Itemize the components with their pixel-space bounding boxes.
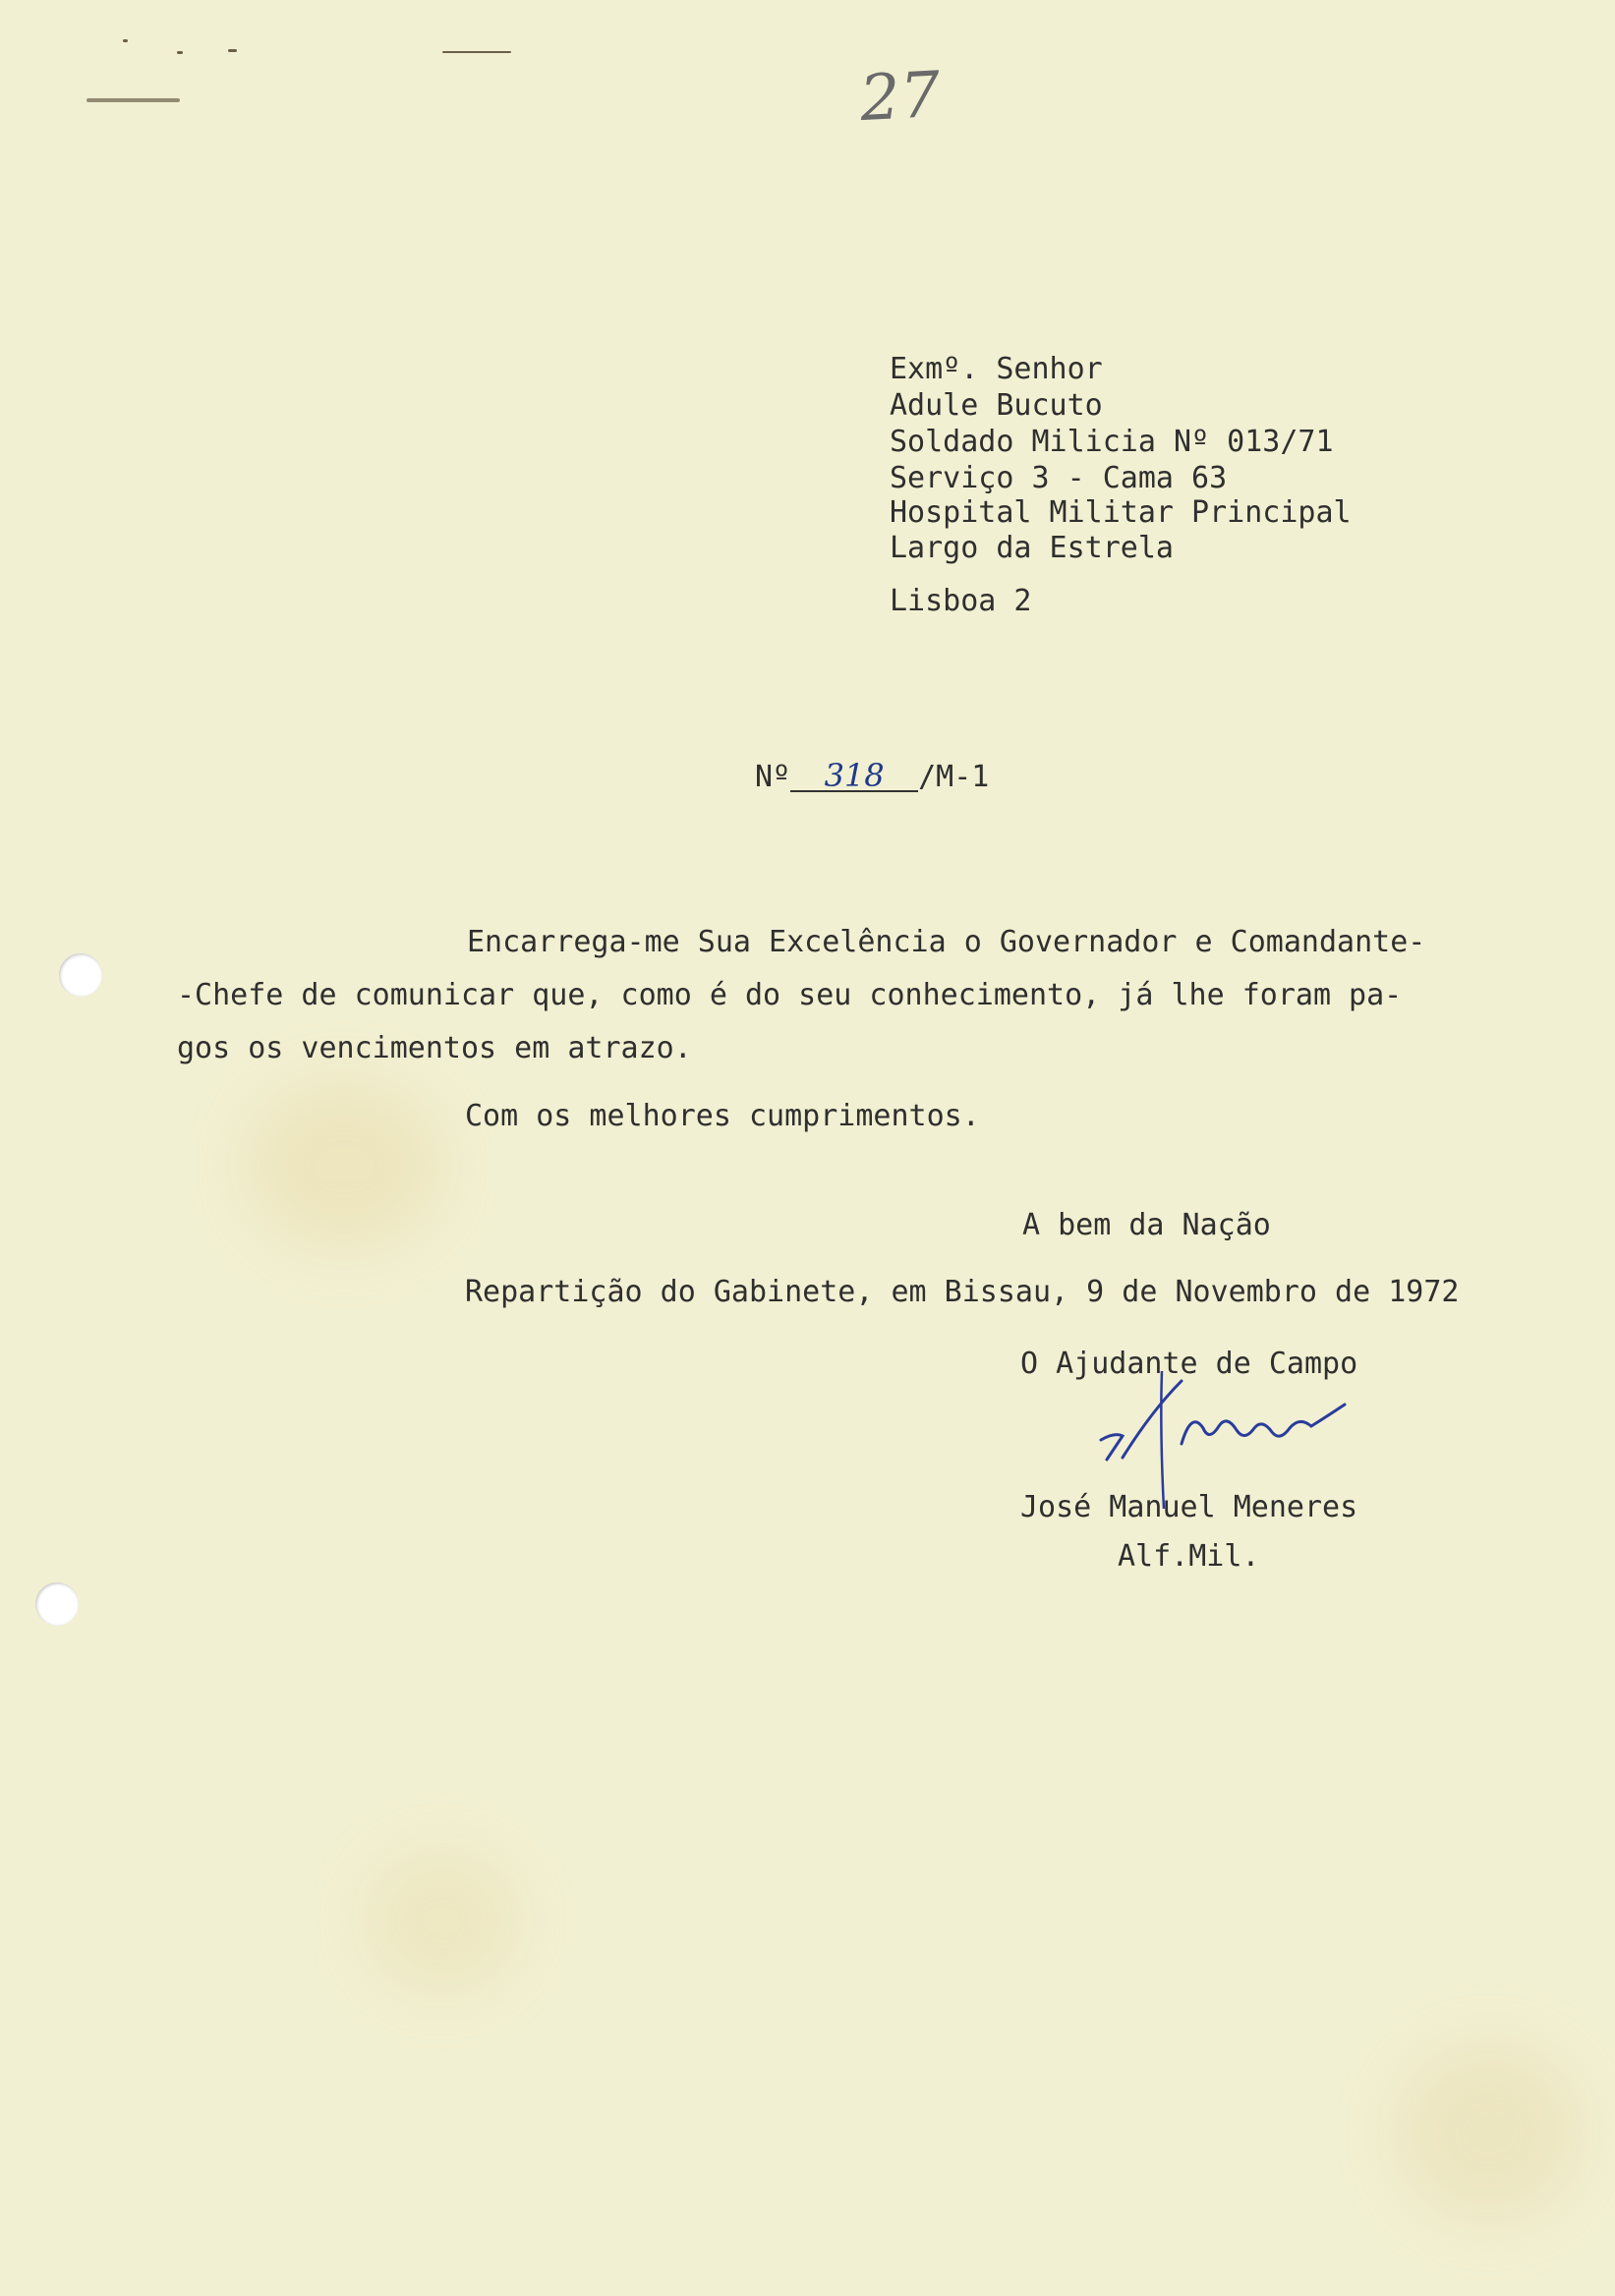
signer-rank: Alf.Mil.	[1118, 1539, 1260, 1574]
signer-role: O Ajudante de Campo	[1020, 1347, 1358, 1381]
recipient-city: Lisboa 2	[890, 584, 1032, 618]
body-paragraph-line-1: Encarrega-me Sua Excelência o Governador e Comandante-	[467, 925, 1426, 959]
handwritten-signature	[1093, 1371, 1388, 1509]
closing-greeting: Com os melhores cumprimentos.	[465, 1099, 980, 1133]
paper-stain	[364, 1848, 521, 1995]
punch-hole	[35, 1582, 79, 1626]
punch-hole	[59, 953, 102, 997]
recipient-street: Largo da Estrela	[890, 531, 1174, 565]
paper-speck	[177, 51, 183, 54]
recipient-ward: Serviço 3 - Cama 63	[890, 461, 1228, 495]
reference-handwritten-number: 318	[790, 761, 918, 792]
recipient-name: Adule Bucuto	[890, 388, 1103, 423]
reference-prefix: Nº	[755, 760, 791, 794]
paper-stain	[246, 1081, 442, 1248]
reference-suffix: /M-1	[918, 760, 990, 794]
body-paragraph-line-2: -Chefe de comunicar que, como é do seu conhecimento, já lhe foram pa-	[177, 978, 1403, 1012]
paper-stain	[1396, 2044, 1583, 2221]
reference-number	[755, 757, 990, 795]
recipient-rank: Soldado Milicia Nº 013/71	[890, 425, 1334, 459]
body-paragraph-line-3: gos os vencimentos em atrazo.	[177, 1031, 692, 1065]
paper-speck	[123, 39, 128, 42]
valediction: A bem da Nação	[1022, 1208, 1271, 1242]
recipient-hospital: Hospital Militar Principal	[890, 495, 1352, 530]
signer-name: José Manuel Meneres	[1020, 1490, 1358, 1524]
paper-speck	[228, 49, 237, 52]
recipient-salutation: Exmº. Senhor	[890, 352, 1103, 386]
paper-speck	[442, 51, 511, 53]
paper-speck	[87, 98, 180, 102]
place-and-date: Repartição do Gabinete, em Bissau, 9 de Novembro de 1972	[465, 1275, 1460, 1309]
handwritten-page-number: 27	[858, 58, 943, 137]
